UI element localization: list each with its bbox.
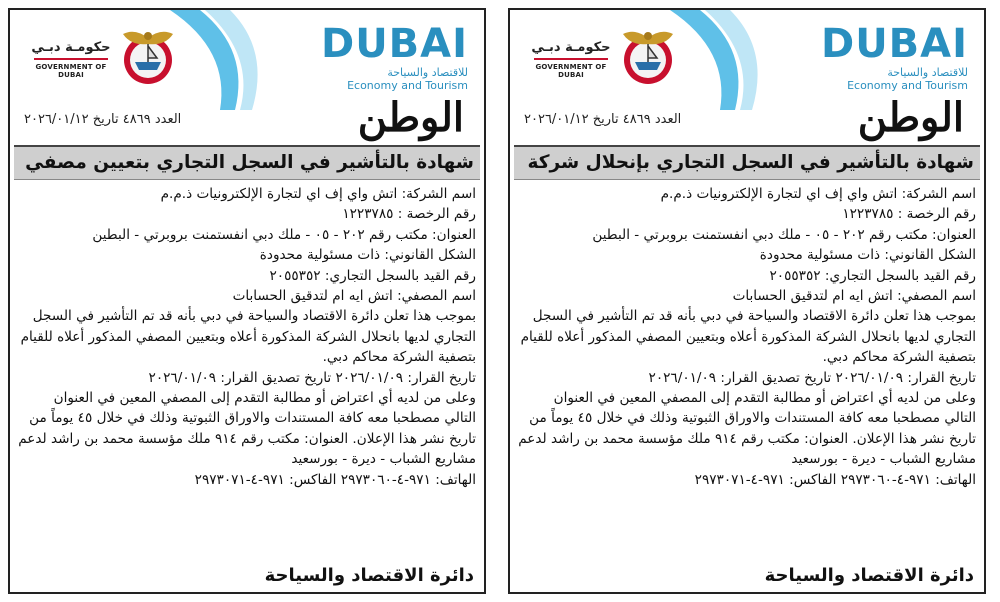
government-of-dubai-logo bbox=[526, 40, 616, 79]
registration-number-line: رقم القيد بالسجل التجاري: ٢٠٥٥٣٥٢ bbox=[269, 267, 476, 284]
contact-line: الهاتف: ٩٧١-٤-٢٩٧٣٠٦٠ الفاكس: ٩٧١-٤-٢٩٧٣٠٧١ bbox=[694, 471, 976, 488]
company-name-line: اسم الشركة: اتش واي إف اي لتجارة الإلكترونيات ذ.م.م bbox=[160, 186, 476, 202]
license-number-line: رقم الرخصة : ١٢٢٣٧٨٥ bbox=[342, 206, 476, 223]
legal-form-line: الشكل القانوني: ذات مسئولية محدودة bbox=[759, 247, 976, 264]
announcement-paragraph: بموجب هذا تعلن دائرة الاقتصاد والسياحة في دبي بأنه قد تم التأشير في السجل التجاري لديها بانحلال الشركة المذكورة أعلاه وبتعيين المصفي المذكور أعلاه للقيام بتصفية الشركة محاكم دبي. bbox=[20, 308, 476, 366]
newspaper-masthead: الوطن bbox=[857, 94, 964, 141]
notice-title: شهادة بالتأشير في السجل التجاري بتعيين مصفي bbox=[14, 145, 480, 180]
dubai-economy-logo bbox=[820, 21, 968, 92]
license-number-line: رقم الرخصة : ١٢٢٣٧٨٥ bbox=[842, 206, 976, 223]
issue-info: العدد ٤٨٦٩ تاريخ ٢٠٢٦/٠١/١٢ bbox=[524, 112, 682, 127]
government-emblem-icon bbox=[615, 24, 681, 90]
notice-header bbox=[510, 10, 984, 145]
gov-english: GOVERNMENT OF DUBAI bbox=[35, 63, 107, 79]
registration-number-line: رقم القيد بالسجل التجاري: ٢٠٥٥٣٥٢ bbox=[769, 267, 976, 284]
newspaper-masthead: الوطن bbox=[357, 94, 464, 141]
liquidator-name-line: اسم المصفي: اتش ايه ام لتدقيق الحسابات bbox=[232, 288, 476, 305]
announcement-paragraph: بموجب هذا تعلن دائرة الاقتصاد والسياحة في دبي بأنه قد تم التأشير في السجل التجاري لديها بانحلال الشركة المذكورة أعلاه وبتعيين المصفي المذكور أعلاه للقيام بتصفية الشركة محاكم دبي. bbox=[520, 308, 976, 366]
notice-title: شهادة بالتأشير في السجل التجاري بإنحلال شركة bbox=[514, 145, 980, 180]
notice-body bbox=[10, 180, 484, 490]
gov-arabic: حكومـة دبـي bbox=[31, 40, 111, 55]
gov-arabic: حكومـة دبـي bbox=[531, 40, 611, 55]
objection-paragraph: وعلى من لديه أي اعتراض أو مطالبة التقدم إلى المصفي المعين في العنوان التالي مصطحبا معه كافة المستندات والاوراق الثبوتية وذلك في خلال ٤٥ يوماً من تاريخ نشر هذا الإعلان. العنوان: مكتب رقم ٩١٤ ملك مؤسسة محمد بن راشد لدعم مشاريع الشباب - ديرة - بورسعيد bbox=[18, 390, 476, 468]
dubai-logo-english: Economy and Tourism bbox=[847, 79, 968, 92]
dubai-logo-arabic: للاقتصاد والسياحة bbox=[887, 66, 968, 79]
dubai-wordmark: DUBAI bbox=[820, 21, 968, 67]
decision-dates-line: تاريخ القرار: ٢٠٢٦/٠١/٠٩ تاريخ تصديق القرار: ٢٠٢٦/٠١/٠٩ bbox=[148, 369, 476, 386]
objection-paragraph: وعلى من لديه أي اعتراض أو مطالبة التقدم إلى المصفي المعين في العنوان التالي مصطحبا معه كافة المستندات والاوراق الثبوتية وذلك في خلال ٤٥ يوماً من تاريخ نشر هذا الإعلان. العنوان: مكتب رقم ٩١٤ ملك مؤسسة محمد بن راشد لدعم مشاريع الشباب - ديرة - بورسعيد bbox=[518, 390, 976, 468]
dubai-wordmark: DUBAI bbox=[320, 21, 468, 67]
dubai-economy-logo bbox=[320, 21, 468, 92]
dubai-logo-arabic: للاقتصاد والسياحة bbox=[387, 66, 468, 79]
dubai-logo-english: Economy and Tourism bbox=[347, 79, 468, 92]
notice-body bbox=[510, 180, 984, 490]
notice-liquidator-appointment bbox=[8, 8, 486, 594]
address-line: العنوان: مكتب رقم ٢٠٢ - ٠٥ - ملك دبي انفستمنت بروبرتي - البطين bbox=[92, 226, 476, 243]
department-signature: دائرة الاقتصاد والسياحة bbox=[764, 565, 974, 586]
notice-header bbox=[10, 10, 484, 145]
issue-info: العدد ٤٨٦٩ تاريخ ٢٠٢٦/٠١/١٢ bbox=[24, 112, 182, 127]
legal-form-line: الشكل القانوني: ذات مسئولية محدودة bbox=[259, 247, 476, 264]
address-line: العنوان: مكتب رقم ٢٠٢ - ٠٥ - ملك دبي انفستمنت بروبرتي - البطين bbox=[592, 226, 976, 243]
gov-divider bbox=[534, 58, 608, 60]
decision-dates-line: تاريخ القرار: ٢٠٢٦/٠١/٠٩ تاريخ تصديق القرار: ٢٠٢٦/٠١/٠٩ bbox=[648, 369, 976, 386]
company-name-line: اسم الشركة: اتش واي إف اي لتجارة الإلكترونيات ذ.م.م bbox=[660, 186, 976, 202]
government-of-dubai-logo bbox=[26, 40, 116, 79]
gov-english: GOVERNMENT OF DUBAI bbox=[535, 63, 607, 79]
government-emblem-icon bbox=[115, 24, 181, 90]
contact-line: الهاتف: ٩٧١-٤-٢٩٧٣٠٦٠ الفاكس: ٩٧١-٤-٢٩٧٣٠٧١ bbox=[194, 471, 476, 488]
notice-company-dissolution bbox=[508, 8, 986, 594]
gov-divider bbox=[34, 58, 108, 60]
liquidator-name-line: اسم المصفي: اتش ايه ام لتدقيق الحسابات bbox=[732, 288, 976, 305]
department-signature: دائرة الاقتصاد والسياحة bbox=[264, 565, 474, 586]
